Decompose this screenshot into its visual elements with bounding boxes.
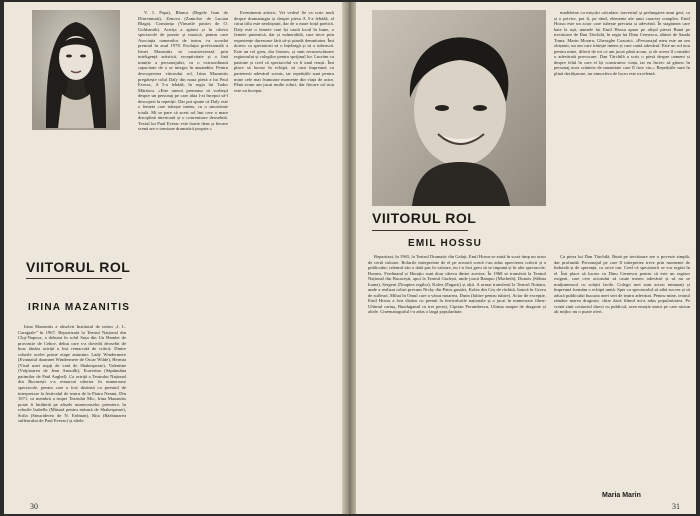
left-page: [4, 2, 344, 514]
right-page-number: 31: [672, 502, 680, 511]
right-article-column-1: [368, 254, 546, 502]
left-article-column-3: [234, 10, 334, 500]
magazine-spread: [4, 2, 696, 514]
portrait-photo-man: [372, 10, 546, 206]
portrait-photo-woman: [32, 10, 120, 130]
right-title-divider: [372, 230, 468, 231]
left-title-divider: [26, 278, 122, 279]
irina-mazanitis-portrait: [32, 10, 120, 130]
right-column-1-text: Repartizat, în 1965, la Teatrul Dramatic din Galați, Emil Hossu se arată în scurt timp un actor de certă valoare. Rolurile interpretate de el pe această scenă i-au adus aprecierea criticii și a publicului: talentul său o dată pus în valoare, nu i-a fost greu să se impună și în alte spectacole. Romeo, Ferdinand și Horațio sunt doar câteva dintre acestea. În 1968 se transferă la Teatrul Național din București, apoi la Teatrul Giulești, unde joacă Banquo (Macbeth), Dunois (Sfânta Ioana), Sergent (Noaptea regilor), Kolea (Fugarii) și alții. A urmat transferul la Teatrul Nottara, unde a realizat roluri precum Nicky din Patru gustări, Kolea din Coș de răchită, Ionică în Greva de sufleuri, Mihai în Omul care a văzut moartea, Dunn (Iubire pentru iubire). Actor de excepție, Emil Hossu a fost distins cu premii la festivalurile naționale și a jucat în numeroase filme: Ultimul cartuș, Buzduganul cu trei peceți, Ciprian Porumbescu, Ultima noapte de dragoste și altele. Cinematograful i-a adus o largă popularitate.: [368, 254, 546, 315]
left-page-number: 30: [30, 502, 38, 511]
right-column-2-text: madeleine cu mișcări calculate; travestiul și prelungirea unui gest, ca și o privire, pot fi, pe rând, elemente ale unui caracter complex. Emil Hossu este un actor care iubește precizia și adevărul. În stagiunea care bate la ușă, numele lui Emil Hossu apare pe afișul piesei Bună pe trecătoare de Dan Tărchilă, în regia lui Dinu Cernescu, alături de Sanda Toma, Marin Moraru, Gheorghe Cozorici. «Personajul meu este un om obișnuit, un om care trăiește intens și care caută adevărul. Este un rol nou pentru mine, diferit de tot ce am jucat până acum, și de aceea îl consider o adevărată provocare. Dan Tărchilă a scris o piesă despre oameni și despre felul în care ei își construiesc viața, iar eu încerc să găsesc în personaj acea scânteie de umanitate care îl face viu.» Repetițiile sunt în plină desfășurare, iar atmosfera de lucru este excelentă.: [554, 10, 690, 77]
right-actor-name: EMIL HOSSU: [408, 238, 483, 249]
right-section-title: VIITORUL ROL: [372, 210, 477, 226]
left-article-column-1: [18, 324, 126, 500]
right-page: [356, 2, 696, 514]
right-column-3-text: Ca piesa lui Dan Tărchilă, Bună pe trecătoare are o poveste simplă, dar profundă. Personajul pe care îl interpretez trece prin momente de îndoială și de speranță, ca orice om. Cred că spectatorii se vor regăsi în el. Îmi place să lucrez cu Dinu Cernescu pentru că este un regizor exigent, care cere actorului să caute mereu adevărul și să nu se mulțumească cu soluții facile. Colegii mei sunt actori minunați și împreună formăm o echipă unită. Sper ca spectacolul să aibă succes și să aducă publicului bucuria unei seri de teatru adevărat. Pentru mine, teatrul rămâne marea dragoste, chiar dacă filmul mi-a adus popularitatea. Pe scenă simt contactul direct cu publicul, acea emoție unică pe care niciun alt mijloc nu o poate oferi.: [554, 254, 690, 315]
left-actor-name: IRINA MAZANITIS: [28, 302, 131, 313]
left-article-column-2: [138, 10, 228, 500]
left-column-3-text: Evenimenti artistic. Vei vedea! Se va scrie mult despre dramaturgia și despre piesa A 5-a lebădă, al cărui titlu este neobișnuit, dar de o mare forță poetică. Daly este o femeie care își caută locul în lume, o femeie puternică, dar și vulnerabilă, care trece prin experiențe dureroase fără să-și piardă demnitatea. Îmi doresc ca spectatorii să o înțeleagă și să o iubească. Este un rol greu, dar frumos, și sunt recunoscătoare regizorului și colegilor pentru sprijinul lor. Lucrăm cu pasiune și cred că spectacolul va fi unul reușit. Îmi place să lucrez în echipă, să caut împreună cu partenerii adevărul scenic, iar repetițiile sunt pentru mine cele mai frumoase momente din viața de actor. Până acum am jucat multe roluri, dar fiecare rol nou este un început.: [234, 10, 334, 93]
right-article-column-2: [554, 10, 690, 250]
left-column-1-text: Irina Mazanitis a absolvit Institutul de teatru „I. L. Caragiale” în 1967. Repartizată la Teatrul Național din Cluj-Napoca, a debutat în rolul Sașa din Un Hamlet de provincie de Cehov, debut care s-a dovedit deosebit de bun: tânăra actriță a fost remarcată de critică. Dintre rolurile acelei prime etape amintim: Lady Windermere (Evantaiul doamnei Windermere de Oscar Wilde), Hermia (Visul unei nopți de vară de Shakespeare), Valentine (Vrăjitoarea de Jean Anouilh), Ecaterina (Săptămâna patimilor de Paul Aaghel). Ca actriță a Teatrului Național din București s-a remarcat ulterior în numeroase spectacole, pentru care a fost distinsă cu premiul de interpretare la festivalul de teatru de la Piatra Neamț. Din 1971, ca membră a trupei Teatrului Mic, Irina Mazanitis poate fi întâlnită pe afișele numeroaselor premiere, în rolurile Isabella (Măsură pentru măsură de Shakespeare), Sofia (Sinuciderea de N. Erdman), Rita (Răzbunarea sufleurului de Paul Everac) și altele.: [18, 324, 126, 424]
left-section-title: VIITORUL ROL: [26, 259, 131, 275]
article-author-signature: Maria Marin: [602, 492, 641, 499]
left-column-2-text: V. I. Popa), Blanca (Regele Ioan de Dürrenmatt), Zenova (Zamolxe de Lucian Blaga), Constanța (Vinurile patriei de O. Goldsmith). Actrița a apărut și în câteva spectacole de poezie și muzică, pentru care Asociația oamenilor de teatru i-a acordat premiul în anul 1978. Evoluția profesională a Irinei Mazanitis se caracterizează prin inteligență artistică, receptivitate și o fină intuiție a personajului, cu o extraordinară capacitate de a se integra în ansamblu. Pentru descoperirea viitorului rol, Irina Mazanitis pregătește rolul Daly din noua piesă a lui Paul Everac, A 5-a lebădă, în regia lui Tudor Mărăscu. «Este uneori prematur să vorbești despre un personaj pe care abia l-ai început să-l descoperi la repetiții. Dar pot spune că Daly este o femeie care trăiește intens, cu o sinceritate totală. Mi se pare că acest rol îmi cere o mare disciplină interioară și o concentrare deosebită. Textul lui Paul Everac este foarte dens și fiecare scenă are o tensiune dramatică proprie.»: [138, 10, 228, 132]
emil-hossu-portrait: [372, 10, 546, 206]
right-article-column-3: [554, 254, 690, 490]
